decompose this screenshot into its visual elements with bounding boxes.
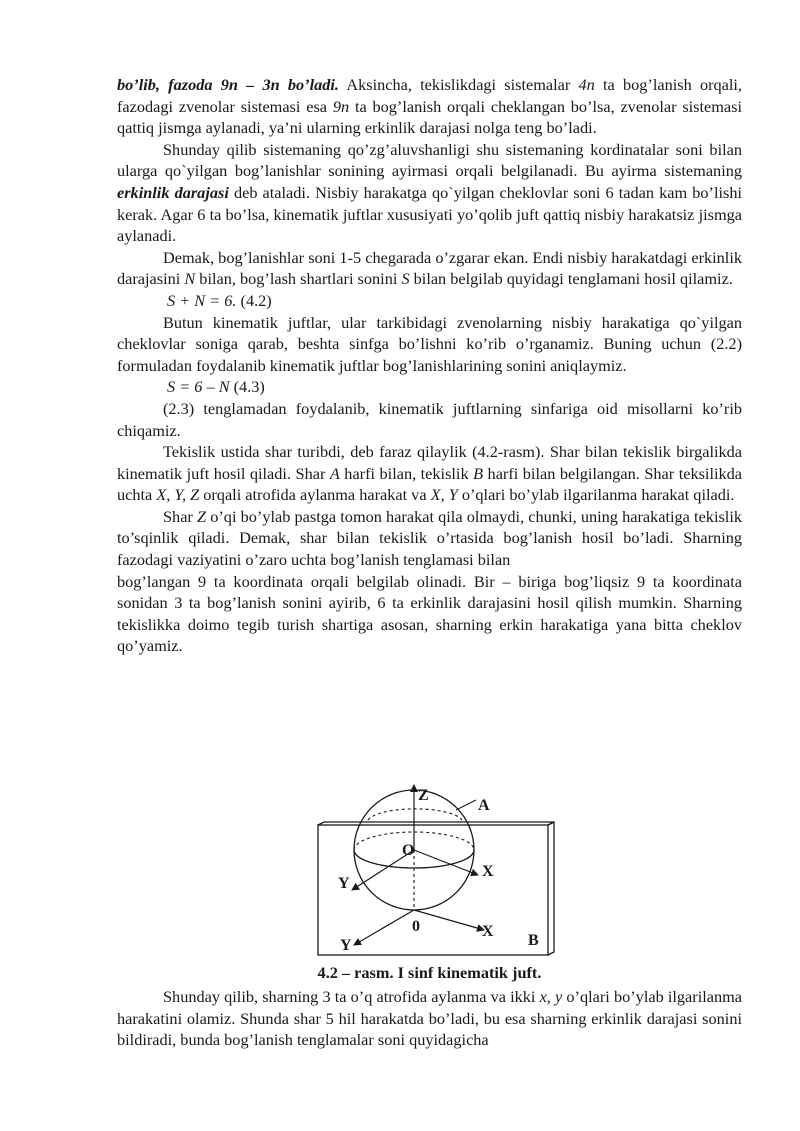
equation-4-2: S + N = 6. (4.2) xyxy=(167,290,272,310)
paragraph-8: bog’langan 9 ta koordinata orqali belgilab olinadi. Bir – biriga bog’liqsiz 9 ta koordinata sonidan 3 ta bog’lanish sonini ayirib, 6 ta erkinlik darajasini hosil qilish mumkin. Sharning tekislikka doimo tegib turish shartiga asosan, sharning erkin harakatiga yana bitta cheklov qo’yamiz. xyxy=(117,571,742,656)
leader-a xyxy=(456,800,476,810)
label-a: A xyxy=(478,797,490,814)
figure-4-2 xyxy=(316,780,560,960)
term-erkinlik-darajasi: erkinlik darajasi xyxy=(117,182,229,202)
paragraph-7: Shar Z o’qi bo’ylab pastga tomon harakat qila olmaydi, chunki, uning harakatiga tekislik to’sqinlik qiladi. Demak, shar bilan tekislik o’rtasida bog’lanish hosil bo’ladi. Sharning fazodagi vaziyatini o’zaro uchta bog’lanish tenglamasi bilan xyxy=(117,506,742,570)
body-text xyxy=(117,74,742,657)
label-y-upper: Y xyxy=(338,875,350,892)
label-b: B xyxy=(528,932,539,949)
paragraph-1: bo’lib, fazoda 9n – 3n bo’ladi. Aksincha, tekislikdagi sistemalar 4n ta bog’lanish orqali, fazodagi zvenolar sistemasi esa 9n ta bog’lanish orqali cheklangan bo’lsa, zvenolar sistemasi qattiq jismga aylanadi, ya’ni ularning erkinlik darajasi nolga teng bo’ladi. xyxy=(117,75,743,138)
paragraph-5: (2.3) tenglamadan foydalanib, kinematik juftlarning sinfariga oid misollarni ko’rib chiqamiz. xyxy=(117,398,742,440)
paragraph-6: Tekislik ustida shar turibdi, deb faraz qilaylik (4.2-rasm). Shar bilan tekislik birgalikda kinematik juft hosil qiladi. Shar A harfi bilan, tekislik B harfi bilan belgilangan. Shar teksilikda uchta X, Y, Z orqali atrofida aylanma harakat va X, Y o’qlari bo’ylab ilgarilanma harakat qiladi. xyxy=(117,442,743,505)
paragraph-4: Butun kinematik juftlar, ular tarkibidagi zvenolarning nisbiy harakatiga qo`yilgan cheklovlar soniga qarab, beshta sinfga bo’lishni ko’rib o’rganamiz. Buning uchun (2.2) formuladan foydalanib kinematik juftlar bog’lanishlarining sonini aniqlaymiz. xyxy=(117,312,742,375)
figure-caption: 4.2 – rasm. I sinf kinematik juft. xyxy=(317,963,542,982)
paragraph-3: Demak, bog’lanishlar soni 1-5 chegarada o’zgarar ekan. Endi nisbiy harakatdagi erkinlik darajasini N bilan, bog’lash shartlari sonini S bilan belgilab quyidagi tenglamani hosil qilamiz. xyxy=(117,247,742,289)
label-x-upper: X xyxy=(482,863,494,880)
bold-lead-phrase: bo’lib, fazoda 9n – 3n bo’ladi. xyxy=(117,75,340,94)
paragraph-9: Shunday qilib, sharning 3 ta o’q atrofida aylanma va ikki x, y o’qlari bo’ylab ilgarilanma harakatini olamiz. Shunda shar 5 hil harakatda bo’ladi, bu esa sharning erkinlik darajasi sonini bildiradi, bunda bog’lanish tenglamalar soni quyidagicha xyxy=(117,987,743,1050)
equation-4-3: S = 6 – N (4.3) xyxy=(167,377,265,397)
ball-on-plane-diagram xyxy=(316,780,560,960)
body-text-after-figure xyxy=(117,986,742,1051)
label-o: O xyxy=(402,842,415,859)
plane-side-edge xyxy=(548,822,554,955)
label-z: Z xyxy=(418,787,429,804)
label-y-lower: Y xyxy=(340,937,352,954)
paragraph-2: Shunday qilib sistemaning qo’zg’aluvshanligi shu sistemaning kordinatalar soni bilan ularga qo`yilgan bog’lanishlar sonining ayirmasi orqali belgilanadi. Bu ayirma sistemaning erkinlik darajasi deb ataladi. Nisbiy harakatga qo`yilgan cheklovlar soni 6 tadan kam bo’lishi kerak. Agar 6 ta bo’lsa, kinematik juftlar xususiyati yo’qolib juft qattiq nisbiy harakatsiz jismga aylanadi. xyxy=(117,139,742,246)
label-x-lower: X xyxy=(482,923,494,940)
label-0: 0 xyxy=(412,918,420,935)
sphere-upper-arc xyxy=(368,809,462,820)
